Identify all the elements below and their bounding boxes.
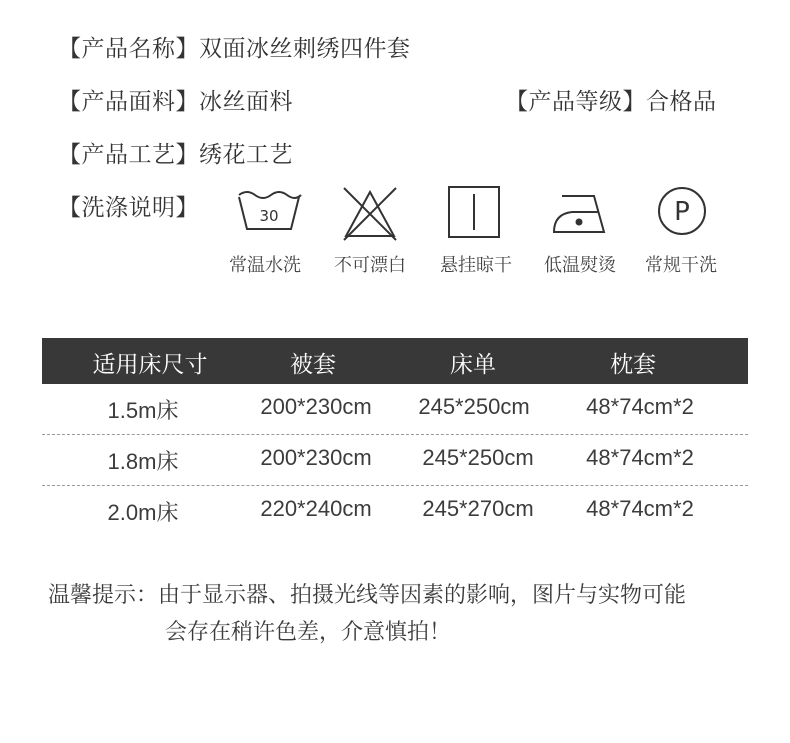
care-label-low-iron: 低温熨烫 — [544, 255, 616, 276]
table-row — [42, 384, 748, 434]
product-name-row — [58, 30, 411, 63]
bed-sheet-cell: 245*250cm — [422, 445, 534, 470]
product-grade-value: 合格品 — [646, 89, 717, 115]
color-notice-line2: 会存在稍许色差，介意慎拍！ — [165, 620, 452, 645]
wash-temp-text: 30 — [259, 207, 279, 225]
header-duvet-cover: 被套 — [290, 352, 336, 378]
bed-sheet-cell: 245*250cm — [418, 394, 530, 419]
product-craft-row — [58, 136, 293, 169]
product-grade-label: 【产品等级】 — [505, 89, 646, 115]
pillowcase-cell: 48*74cm*2 — [586, 445, 694, 470]
product-name-label: 【产品名称】 — [58, 36, 199, 62]
table-row — [42, 486, 748, 536]
care-label-dry-clean: 常规干洗 — [645, 255, 717, 276]
pillowcase-cell: 48*74cm*2 — [586, 394, 694, 419]
hang-dry-icon — [446, 184, 502, 240]
duvet-cover-cell: 220*240cm — [260, 496, 372, 521]
product-name-value: 双面冰丝刺绣四件套 — [199, 36, 411, 62]
product-fabric-row — [58, 83, 293, 116]
color-notice-line1: 温馨提示：由于显示器、拍摄光线等因素的影响，图片与实物可能 — [48, 583, 687, 608]
no-bleach-icon — [340, 184, 400, 244]
bed-sheet-cell: 245*270cm — [422, 496, 534, 521]
table-row — [42, 435, 748, 485]
dry-clean-letter: P — [674, 197, 690, 227]
low-iron-icon — [548, 186, 612, 236]
bed-size-cell: 1.5m床 — [107, 398, 179, 423]
pillowcase-cell: 48*74cm*2 — [586, 496, 694, 521]
care-label-hang-dry: 悬挂晾干 — [440, 255, 512, 276]
dry-clean-p-icon — [656, 185, 708, 237]
table-header-row — [42, 338, 748, 384]
header-bed-size: 适用床尺寸 — [92, 352, 208, 378]
header-bed-sheet: 床单 — [450, 352, 496, 378]
wash-instructions-label: 【洗涤说明】 — [58, 195, 199, 221]
product-fabric-label: 【产品面料】 — [58, 89, 199, 115]
header-pillowcase: 枕套 — [610, 352, 656, 378]
product-grade-row — [505, 83, 717, 116]
product-fabric-value: 冰丝面料 — [199, 89, 293, 115]
size-table — [42, 338, 748, 536]
care-label-normal-wash: 常温水洗 — [229, 255, 301, 276]
duvet-cover-cell: 200*230cm — [260, 445, 372, 470]
product-craft-label: 【产品工艺】 — [58, 142, 199, 168]
duvet-cover-cell: 200*230cm — [260, 394, 372, 419]
care-label-no-bleach: 不可漂白 — [334, 255, 406, 276]
bed-size-cell: 2.0m床 — [107, 500, 179, 525]
bed-size-cell: 1.8m床 — [107, 449, 179, 474]
wash-tub-30-icon — [235, 185, 303, 241]
product-craft-value: 绣花工艺 — [199, 142, 293, 168]
